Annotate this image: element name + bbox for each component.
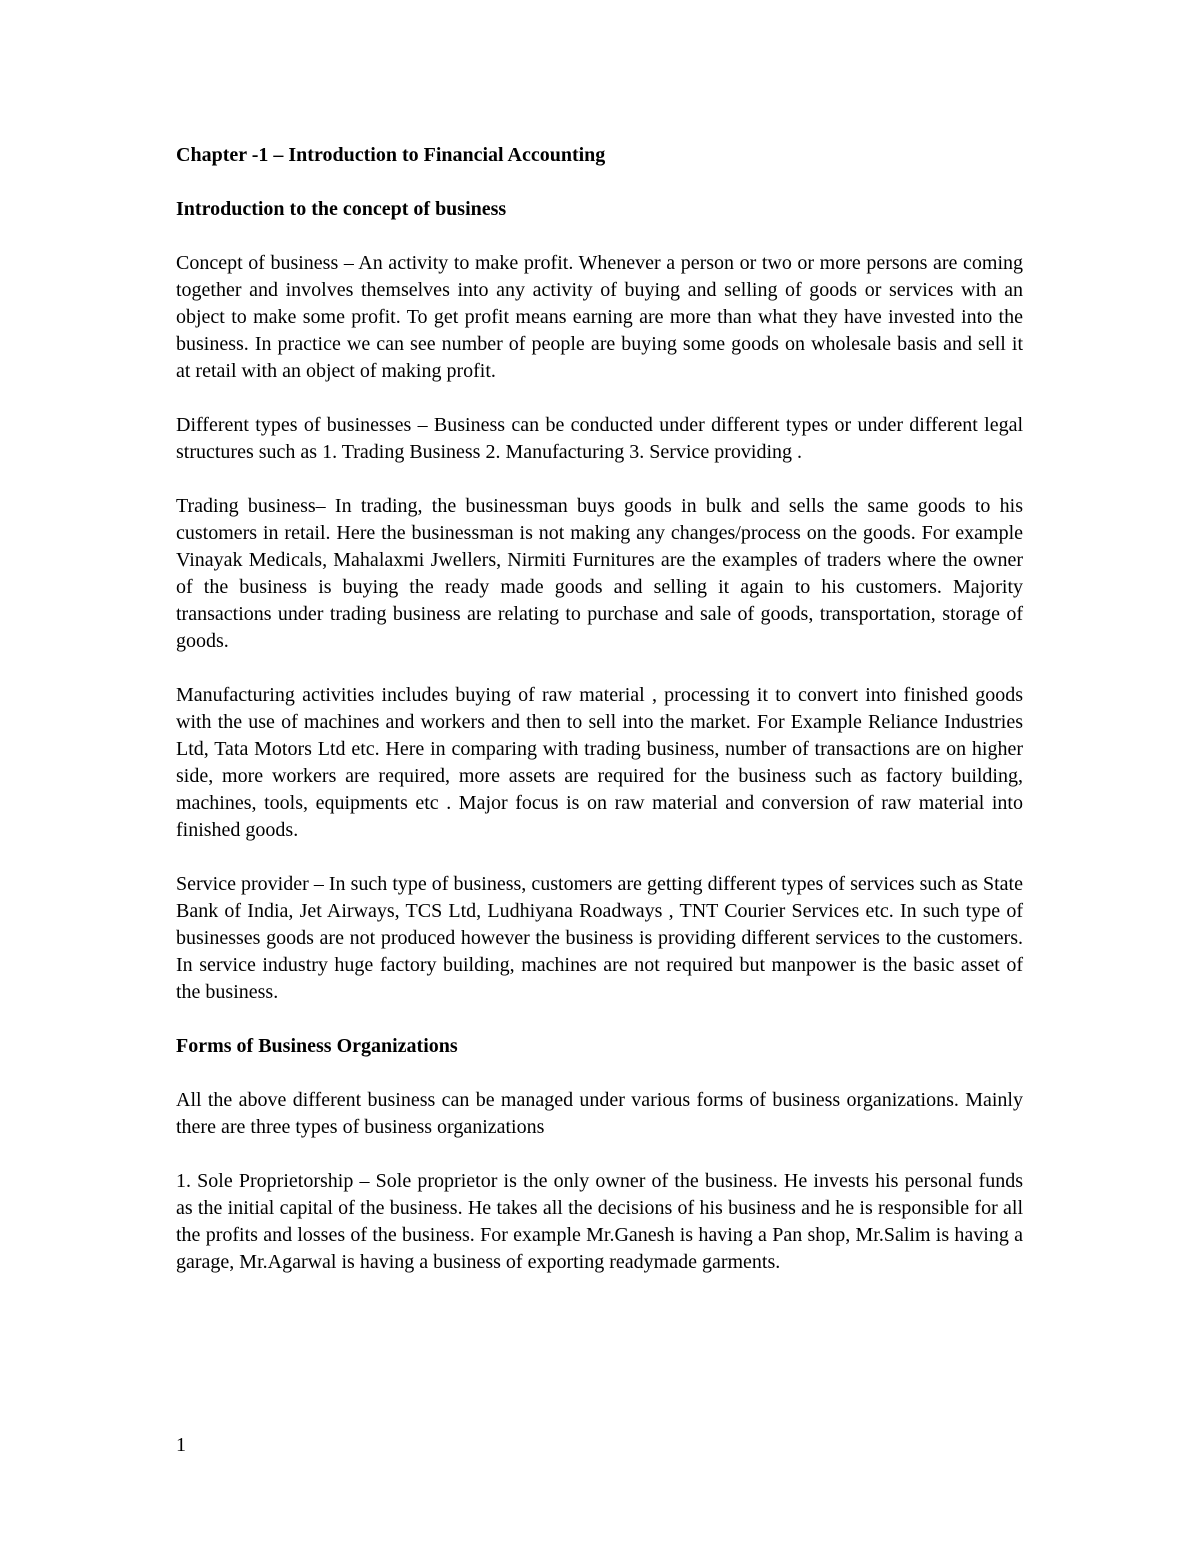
paragraph-types-of-businesses: Different types of businesses – Business can be conducted under different types or under different legal structures such as 1. Trading Business 2. Manufacturing 3. Service providing . [176, 414, 1023, 463]
paragraph-trading-business: Trading business– In trading, the businessman buys goods in bulk and sells the same goods to his customers in retail. Here the businessman is not making any changes/process on the goods. For example Vinayak Medicals, Mahalaxmi Jwellers, Nirmiti Furnitures are the examples of traders where the owner of the business is buying the ready made goods and selling it again to his customers. Majority transactions under trading business are relating to purchase and sale of goods, transportation, storage of goods. [176, 495, 1023, 652]
paragraph-concept-of-business: Concept of business – An activity to make profit. Whenever a person or two or more persons are coming together and involves themselves into any activity of buying and selling of goods or services with an object to make some profit. To get profit means earning are more than what they have invested into the business. In practice we can see number of people are buying some goods on wholesale basis and sell it at retail with an object of making profit. [176, 252, 1023, 382]
section-heading-intro: Introduction to the concept of business [176, 198, 507, 220]
page-number: 1 [176, 1434, 186, 1456]
paragraph-service-provider: Service provider – In such type of business, customers are getting different types of services such as State Bank of India, Jet Airways, TCS Ltd, Ludhiyana Roadways , TNT Courier Services etc. In such type of businesses goods are not produced however the business is providing different services to the customers. In service industry huge factory building, machines are not required but manpower is the basic asset of the business. [176, 873, 1023, 1003]
chapter-title: Chapter -1 – Introduction to Financial Accounting [176, 144, 606, 166]
paragraph-sole-proprietorship: 1. Sole Proprietorship – Sole proprietor is the only owner of the business. He invests his personal funds as the initial capital of the business. He takes all the decisions of his business and he is responsible for all the profits and losses of the business. For example Mr.Ganesh is having a Pan shop, Mr.Salim is having a garage, Mr.Agarwal is having a business of exporting readymade garments. [176, 1170, 1023, 1273]
paragraph-manufacturing: Manufacturing activities includes buying of raw material , processing it to convert into finished goods with the use of machines and workers and then to sell into the market. For Example Reliance Industries Ltd, Tata Motors Ltd etc. Here in comparing with trading business, number of transactions are on higher side, more workers are required, more assets are required for the business such as factory building, machines, tools, equipments etc . Major focus is on raw material and conversion of raw material into finished goods. [176, 684, 1023, 841]
page-body [176, 142, 1023, 1276]
paragraph-forms-intro: All the above different business can be managed under various forms of business organizations. Mainly there are three types of business organizations [176, 1089, 1023, 1138]
section-heading-forms: Forms of Business Organizations [176, 1035, 458, 1057]
